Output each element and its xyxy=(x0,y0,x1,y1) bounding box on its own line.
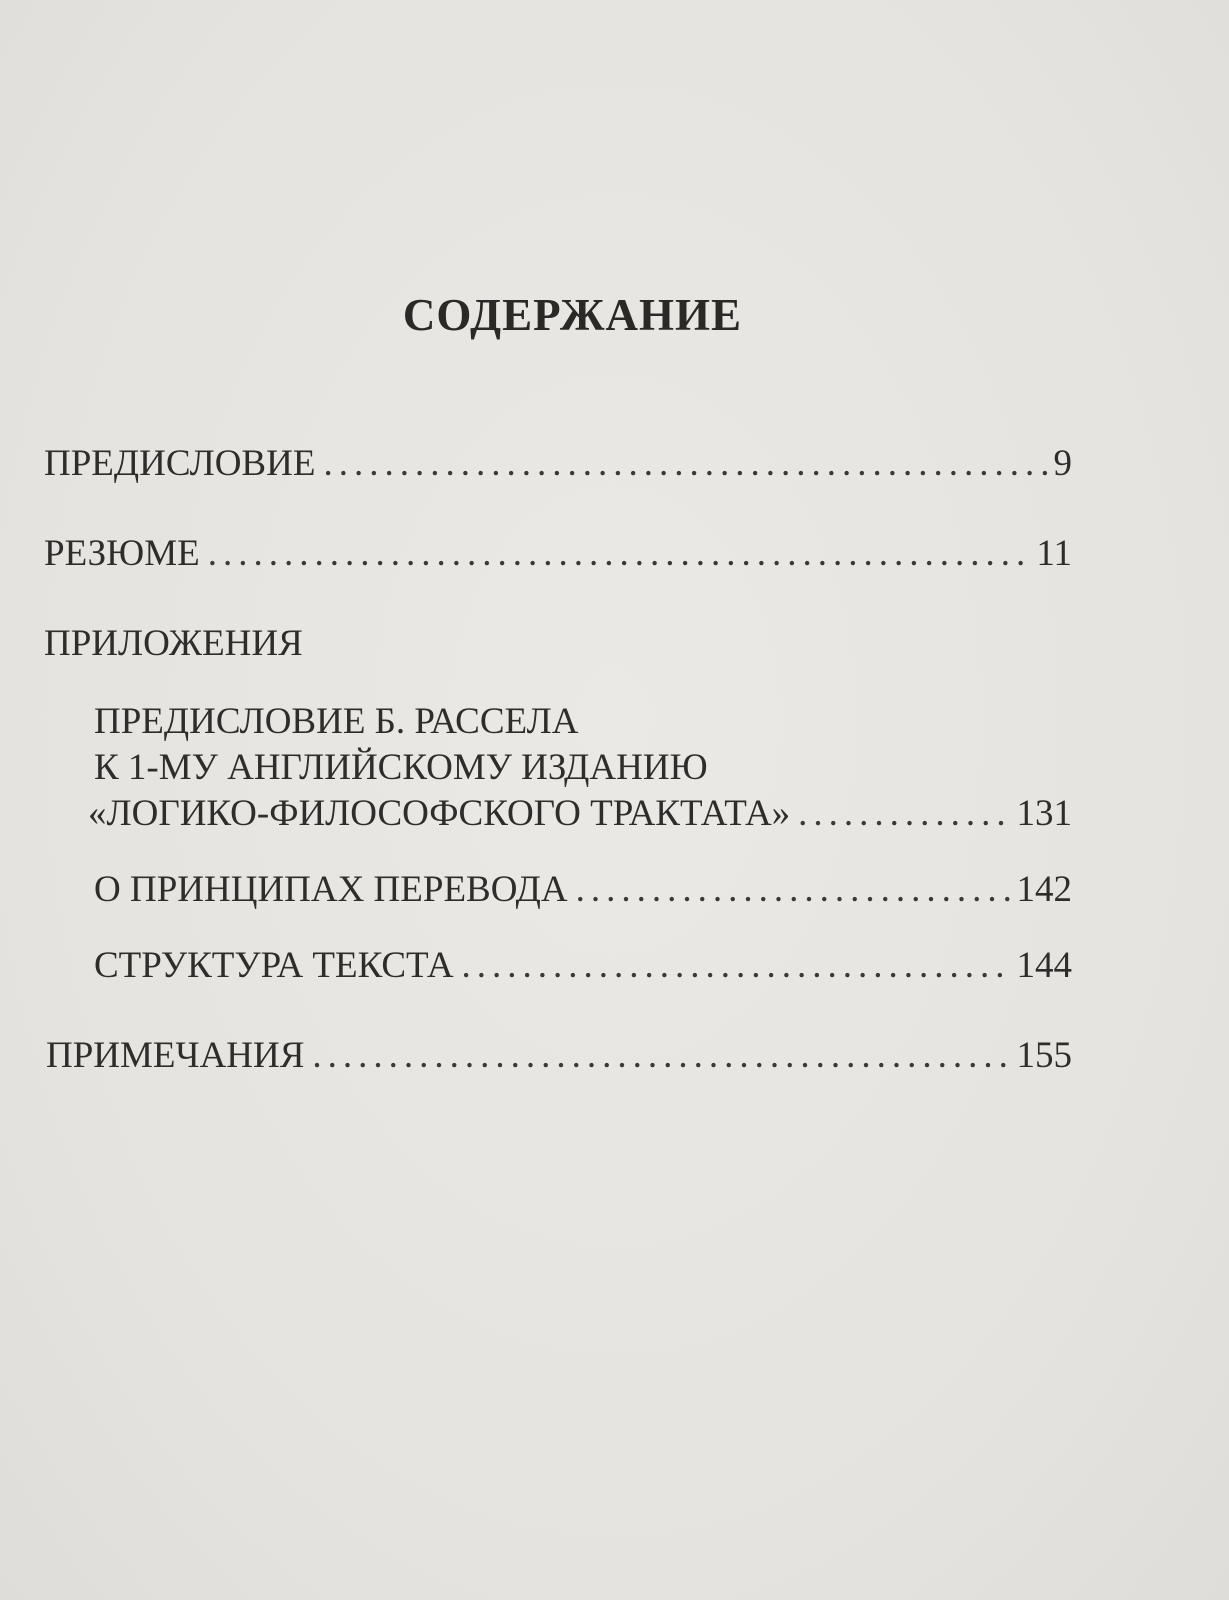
leader-dots xyxy=(798,792,1012,836)
toc-entry-translation-principles xyxy=(94,868,1072,912)
toc-entry-label: О ПРИНЦИПАХ ПЕРЕВОДА xyxy=(94,869,568,910)
toc-page-number: 9 xyxy=(1053,443,1072,484)
toc-entry-label: РЕЗЮМЕ xyxy=(44,533,200,574)
toc-entry-russell-preface xyxy=(88,792,1072,836)
toc-page-number: 142 xyxy=(1016,869,1072,910)
leader-dots xyxy=(208,532,1033,576)
toc-entry-label: ПРИМЕЧАНИЯ xyxy=(46,1035,305,1076)
leader-dots xyxy=(312,1034,1012,1078)
page-title: СОДЕРЖАНИЕ xyxy=(402,290,743,340)
toc-section-heading-appendices: ПРИЛОЖЕНИЯ xyxy=(44,623,303,664)
toc-page-number: 144 xyxy=(1016,945,1072,986)
toc-entry-russell-line2: К 1-МУ АНГЛИЙСКОМУ ИЗДАНИЮ xyxy=(94,747,708,788)
toc-entry-notes xyxy=(46,1034,1072,1078)
toc-entry-label: СТРУКТУРА ТЕКСТА xyxy=(94,945,454,986)
toc-entry-text-structure xyxy=(94,944,1072,988)
toc-entry-russell-line1: ПРЕДИСЛОВИЕ Б. РАССЕЛА xyxy=(94,701,579,742)
leader-dots xyxy=(576,868,1013,912)
toc-page-number: 131 xyxy=(1016,793,1072,834)
leader-dots xyxy=(462,944,1013,988)
leader-dots xyxy=(323,442,1049,486)
toc-entry-label: ПРЕДИСЛОВИЕ xyxy=(44,443,316,484)
toc-entry-summary xyxy=(44,532,1072,576)
toc-entry-label: «ЛОГИКО-ФИЛОСОФСКОГО ТРАКТАТА» xyxy=(88,793,791,834)
toc-page-number: 11 xyxy=(1036,533,1072,574)
toc-entry-preface xyxy=(44,442,1072,486)
toc-page-number: 155 xyxy=(1016,1035,1072,1076)
